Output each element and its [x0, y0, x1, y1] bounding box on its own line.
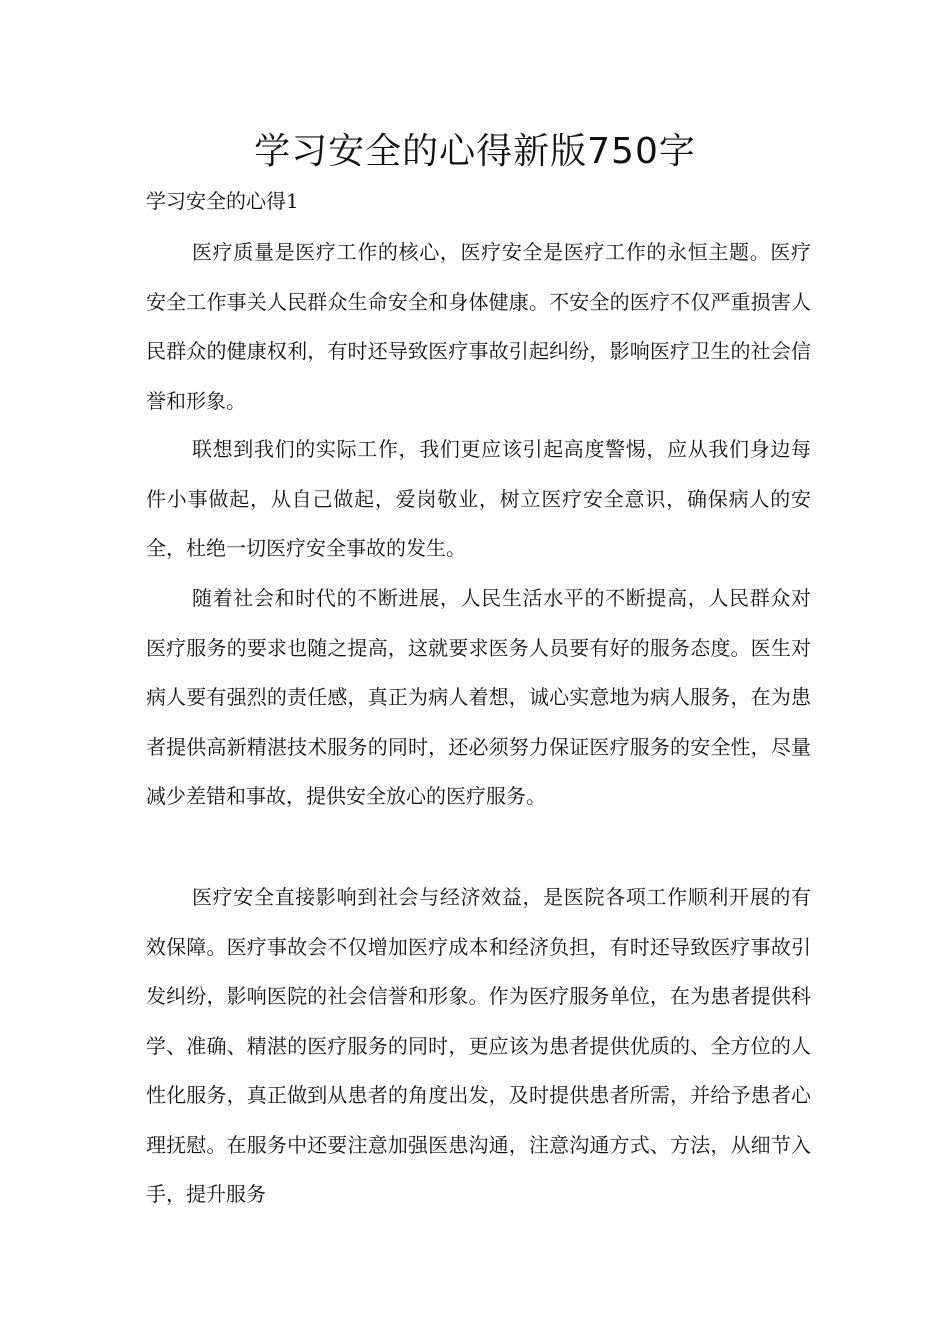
paragraph-4: 医疗安全直接影响到社会与经济效益，是医院各项工作顺利开展的有效保障。医疗事故会不仅增加医疗成本和经济负担，有时还导致医疗事故引发纠纷，影响医院的社会信誉和形象。作为医疗服务单位，在为患者提供科学、准确、精湛的医疗服务的同时，更应该为患者提供优质的、全方位的人性化服务，真正做到从患者的角度出发，及时提供患者所需，并给予患者心理抚慰。在服务中还要注意加强医患沟通，注意沟通方式、方法，从细节入手，提升服务 — [146, 885, 811, 1206]
document-title: 学习安全的心得新版750字 — [254, 131, 696, 172]
paragraph-2: 联想到我们的实际工作，我们更应该引起高度警惕，应从我们身边每件小事做起，从自己做起，爱岗敬业，树立医疗安全意识，确保病人的安全，杜绝一切医疗安全事故的发生。 — [146, 437, 811, 560]
paragraph-1: 医疗质量是医疗工作的核心，医疗安全是医疗工作的永恒主题。医疗安全工作事关人民群众生命安全和身体健康。不安全的医疗不仅严重损害人民群众的健康权利，有时还导致医疗事故引起纠纷，影响医疗卫生的社会信誉和形象。 — [146, 240, 811, 413]
section-heading: 学习安全的心得1 — [146, 189, 299, 213]
paragraph-3: 随着社会和时代的不断进展，人民生活水平的不断提高，人民群众对医疗服务的要求也随之提高，这就要求医务人员要有好的服务态度。医生对病人要有强烈的责任感，真正为病人着想，诚心实意地为病人服务，在为患者提供高新精湛技术服务的同时，还必须努力保证医疗服务的安全性，尽量减少差错和事故，提供安全放心的医疗服务。 — [146, 586, 811, 808]
